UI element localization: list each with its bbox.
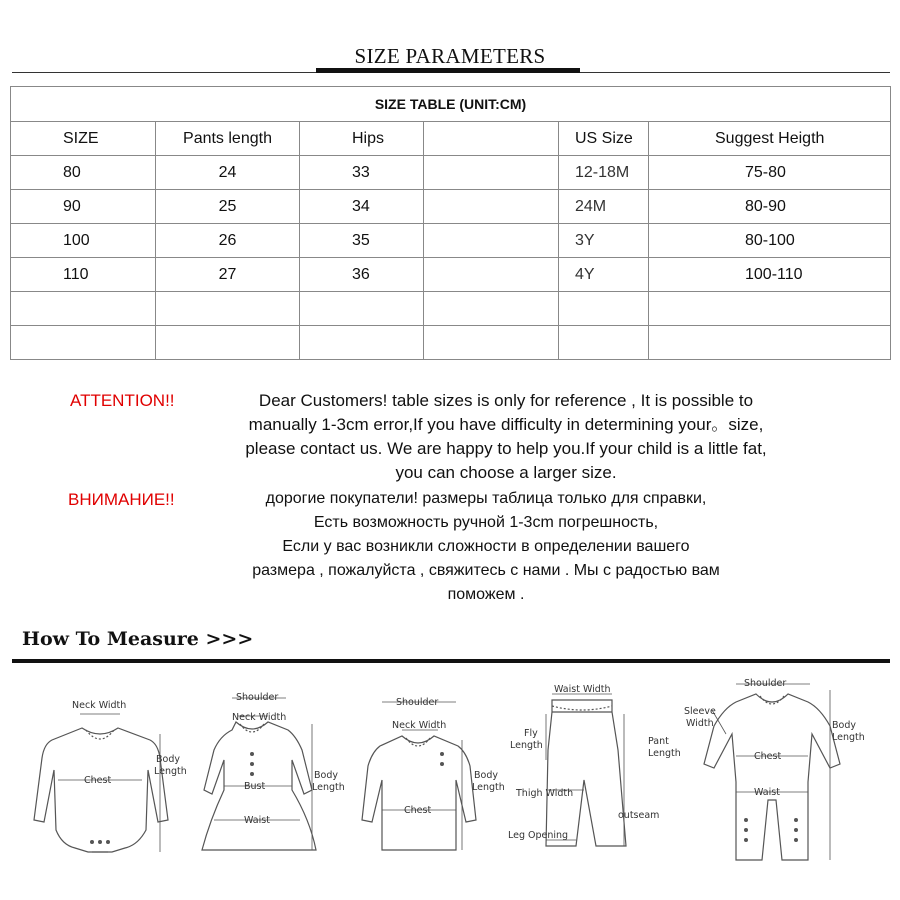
cell-empty xyxy=(300,292,424,326)
size-table xyxy=(10,86,891,360)
table-header-row xyxy=(11,122,891,156)
cell-us-size: 3Y xyxy=(559,224,649,258)
cell-empty xyxy=(156,292,300,326)
fly-length-label: Fly xyxy=(524,728,538,739)
header-size: SIZE xyxy=(11,122,156,156)
notice-en-line: manually 1-3cm error,If you have difficulty in determining your。size, xyxy=(248,415,764,434)
cell-pants-length: 26 xyxy=(156,224,300,258)
notice-ru-text xyxy=(170,487,802,607)
header-us-size: US Size xyxy=(559,122,649,156)
body-length-label: Length xyxy=(312,782,345,793)
table-caption-row xyxy=(11,87,891,122)
sleeve-width-label: Width xyxy=(686,718,714,729)
cell-empty xyxy=(559,292,649,326)
title-underline-bar xyxy=(316,68,580,73)
cell-empty xyxy=(559,326,649,360)
notice-en-text xyxy=(190,389,822,485)
cell-hips: 33 xyxy=(300,156,424,190)
shirt-icon xyxy=(356,670,506,870)
cell-empty xyxy=(424,190,559,224)
chest-label: Chest xyxy=(404,805,432,816)
body-length-label: Length xyxy=(472,782,505,793)
pant-length-label: Length xyxy=(648,748,680,759)
notice-ru-line: размера , пожалуйста , свяжитесь с нами . Мы с радостью вам xyxy=(252,562,720,579)
chest-label: Chest xyxy=(754,751,782,762)
how-to-measure-rule xyxy=(12,659,890,663)
body-length-label: Body xyxy=(314,770,338,781)
bust-label: Bust xyxy=(244,781,266,792)
cell-hips: 36 xyxy=(300,258,424,292)
cell-empty xyxy=(424,326,559,360)
dress-diagram xyxy=(188,670,356,870)
body-length-label: Body xyxy=(832,720,856,731)
header-suggest-height: Suggest Heigth xyxy=(649,122,891,156)
neck-width-label: Neck Width xyxy=(72,700,127,711)
sleeve-width-label: Sleeve xyxy=(684,706,716,717)
cell-hips: 35 xyxy=(300,224,424,258)
romper-diagram xyxy=(680,670,880,870)
cell-empty xyxy=(424,156,559,190)
cell-suggest-height: 80-90 xyxy=(649,190,891,224)
cell-empty xyxy=(649,326,891,360)
cell-size: 110 xyxy=(11,258,156,292)
dress-icon xyxy=(188,670,356,870)
notice-en-line: please contact us. We are happy to help you.If your child is a little fat, xyxy=(245,439,767,458)
fly-length-label: Length xyxy=(510,740,543,751)
body-length-label: Body xyxy=(156,754,180,765)
table-row-empty xyxy=(11,326,891,360)
cell-hips: 34 xyxy=(300,190,424,224)
table-row xyxy=(11,258,891,292)
pant-length-label: Pant xyxy=(648,736,669,747)
table-row-empty xyxy=(11,292,891,326)
cell-suggest-height: 100-110 xyxy=(649,258,891,292)
cell-us-size: 12-18M xyxy=(559,156,649,190)
shoulder-label: Shoulder xyxy=(396,697,439,708)
notice-ru-line: Есть возможность ручной 1-3cm погрешность, xyxy=(313,514,659,531)
body-length-label: Length xyxy=(154,766,187,777)
notice-ru-line: Если у вас возникли сложности в определении вашего xyxy=(282,538,690,555)
header-hips: Hips xyxy=(300,122,424,156)
cell-empty xyxy=(424,258,559,292)
outseam-label: outseam xyxy=(618,810,660,821)
bodysuit-diagram xyxy=(20,670,195,870)
attention-ru-label: ВНИМАНИЕ!! xyxy=(68,490,175,509)
notice-en-line: you can choose a larger size. xyxy=(395,463,617,482)
thigh-width-label: Thigh Width xyxy=(516,788,574,799)
notice-ru-line: поможем . xyxy=(447,586,525,603)
cell-pants-length: 24 xyxy=(156,156,300,190)
cell-size: 100 xyxy=(11,224,156,258)
neck-width-label: Neck Width xyxy=(232,712,287,723)
shoulder-label: Shoulder xyxy=(744,678,787,689)
bodysuit-icon xyxy=(20,670,195,870)
cell-empty xyxy=(424,292,559,326)
cell-pants-length: 27 xyxy=(156,258,300,292)
cell-suggest-height: 80-100 xyxy=(649,224,891,258)
table-row xyxy=(11,224,891,258)
waist-label: Waist xyxy=(244,815,270,826)
shirt-diagram xyxy=(356,670,506,870)
cell-empty xyxy=(156,326,300,360)
cell-size: 90 xyxy=(11,190,156,224)
cell-us-size: 4Y xyxy=(559,258,649,292)
leg-opening-label: Leg Opening xyxy=(508,830,569,841)
shoulder-label: Shoulder xyxy=(236,692,279,703)
neck-width-label: Neck Width xyxy=(392,720,447,731)
table-row xyxy=(11,156,891,190)
chest-label: Chest xyxy=(84,775,112,786)
body-length-label: Length xyxy=(832,732,865,743)
how-to-measure-title: How To Measure >>> xyxy=(22,628,254,650)
cell-suggest-height: 75-80 xyxy=(649,156,891,190)
body-length-label: Body xyxy=(474,770,498,781)
waist-width-label: Waist Width xyxy=(554,684,611,695)
romper-icon xyxy=(680,670,880,870)
cell-pants-length: 25 xyxy=(156,190,300,224)
cell-empty xyxy=(300,326,424,360)
notice-ru-line: дорогие покупатели! размеры таблица только для справки, xyxy=(265,490,707,507)
page-title: SIZE PARAMETERS xyxy=(354,44,546,68)
header-empty xyxy=(424,122,559,156)
attention-label: ATTENTION!! xyxy=(70,391,175,410)
cell-empty xyxy=(649,292,891,326)
cell-size: 80 xyxy=(11,156,156,190)
pants-icon xyxy=(506,670,680,870)
table-caption: SIZE TABLE (UNIT:CM) xyxy=(11,87,891,122)
cell-empty xyxy=(11,326,156,360)
waist-label: Waist xyxy=(754,787,780,798)
cell-us-size: 24M xyxy=(559,190,649,224)
pants-diagram xyxy=(506,670,680,870)
cell-empty xyxy=(424,224,559,258)
header-pants-length: Pants length xyxy=(156,122,300,156)
table-row xyxy=(11,190,891,224)
notice-en-line: Dear Customers! table sizes is only for reference , It is possible to xyxy=(258,391,754,410)
cell-empty xyxy=(11,292,156,326)
